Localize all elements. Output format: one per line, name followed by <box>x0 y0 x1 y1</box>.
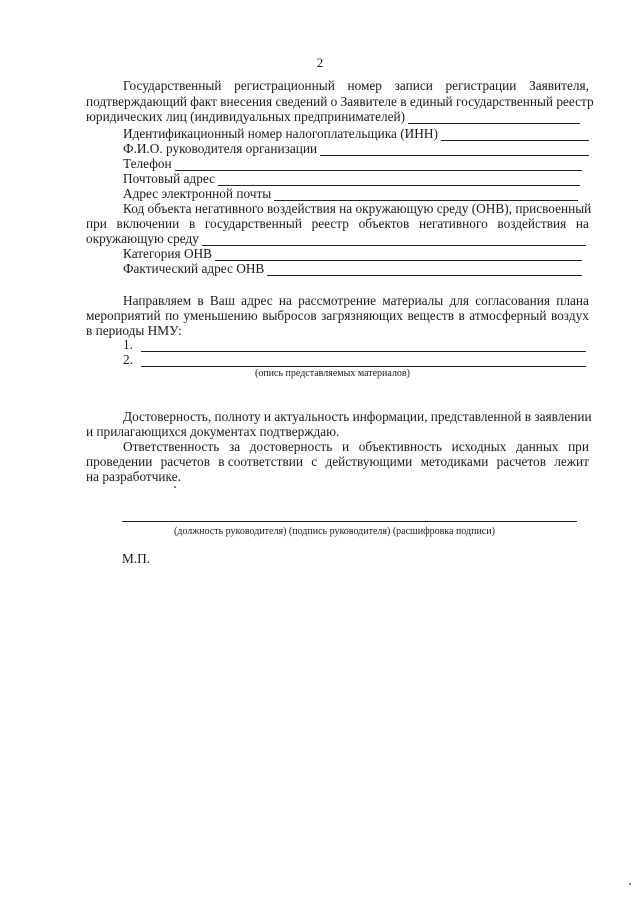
responsibility-word: проведении <box>86 454 153 469</box>
request-word: плана <box>556 293 589 308</box>
inn-label: Идентификационный номер налогоплательщика (ИНН) <box>123 126 438 141</box>
onv-code-word: объектов <box>358 216 410 231</box>
request-word: уменьшению <box>183 308 258 323</box>
request-word: в <box>458 308 465 323</box>
request-word: материалы <box>382 293 444 308</box>
responsibility-word: достоверность <box>249 439 333 454</box>
phone-label: Телефон <box>123 156 172 171</box>
request-word: для <box>449 293 469 308</box>
request-word: выбросов <box>262 308 317 323</box>
onv-category-label: Категория ОНВ <box>123 246 213 261</box>
director-label: Ф.И.О. руководителя организации <box>123 141 318 156</box>
onv-address-field <box>123 261 582 276</box>
responsibility-line-2 <box>86 454 589 469</box>
scan-speck-corner <box>629 883 631 885</box>
page-number: 2 <box>316 55 324 70</box>
postal-field <box>123 171 580 186</box>
onv-category-blank <box>215 248 582 261</box>
director-field <box>123 141 589 156</box>
material-item-1-blank <box>141 339 586 352</box>
signature-line <box>122 521 577 522</box>
request-word: мероприятий <box>86 308 161 323</box>
inn-field <box>123 126 589 141</box>
onv-code-line-2 <box>86 216 589 231</box>
registration-word: номер <box>347 78 382 93</box>
responsibility-word: Ответственность <box>123 439 220 454</box>
onv-category-field <box>123 246 582 261</box>
onv-code-word: в <box>188 216 196 231</box>
onv-code-word: при <box>86 216 107 231</box>
request-word: по <box>165 308 179 323</box>
request-line-1 <box>123 293 589 308</box>
email-blank <box>274 188 578 201</box>
request-line-3: в периоды НМУ: <box>86 323 182 338</box>
request-word: веществ <box>407 308 455 323</box>
responsibility-word: за <box>228 439 241 454</box>
email-field <box>123 186 578 201</box>
request-word: загрязняющих <box>321 308 403 323</box>
registration-word: Заявителя, <box>529 78 589 93</box>
responsibility-word: и <box>341 439 350 454</box>
responsibility-word: лежит <box>554 454 589 469</box>
registration-word: регистрации <box>445 78 517 93</box>
responsibility-word: данных <box>515 439 559 454</box>
responsibility-word: исходных <box>451 439 507 454</box>
phone-blank <box>175 158 582 171</box>
postal-blank <box>218 173 580 186</box>
onv-code-word: негативного <box>418 216 488 231</box>
registration-word: регистрационный <box>234 78 335 93</box>
material-item-2-number: 2. <box>123 352 133 367</box>
request-word: в <box>197 293 204 308</box>
onv-code-blank <box>202 233 586 246</box>
request-line-2 <box>86 308 589 323</box>
onv-code-word: реестр <box>311 216 349 231</box>
seal-label: М.П. <box>122 551 151 566</box>
responsibility-word: расчетов <box>496 454 546 469</box>
onv-address-blank <box>267 263 582 276</box>
registration-line-2: подтверждающий факт внесения сведений о Заявителе в единый государственный реестр <box>86 94 594 109</box>
registration-word: записи <box>394 78 433 93</box>
material-item-1-number: 1. <box>123 337 133 352</box>
onv-address-label: Фактический адрес ОНВ <box>123 261 265 276</box>
registration-line-3: юридических лиц (индивидуальных предпринимателей) <box>86 109 406 124</box>
request-word: Направляем <box>123 293 192 308</box>
onv-code-word: воздействия <box>497 216 567 231</box>
onv-code-word: на <box>575 216 589 231</box>
onv-code-field <box>86 231 586 246</box>
postal-label: Почтовый адрес <box>123 171 215 186</box>
director-blank <box>320 143 589 156</box>
material-item-2 <box>123 352 586 367</box>
registration-number-field <box>86 109 580 124</box>
responsibility-word: в соответствии <box>218 454 304 469</box>
responsibility-word: объективность <box>358 439 442 454</box>
responsibility-word: методиками <box>420 454 489 469</box>
registration-word: Государственный <box>123 78 222 93</box>
responsibility-line-1 <box>123 439 589 454</box>
request-word: на <box>278 293 292 308</box>
onv-code-word: включении <box>116 216 180 231</box>
request-word: воздух <box>550 308 589 323</box>
onv-code-line-3: окружающую среду <box>86 231 199 246</box>
confirm-line-1: Достоверность, полноту и актуальность информации, представленной в заявлении <box>123 409 592 424</box>
registration-line-1 <box>123 78 589 93</box>
email-label: Адрес электронной почты <box>123 186 272 201</box>
inn-blank <box>441 128 589 141</box>
request-word: рассмотрение <box>298 293 377 308</box>
scan-speck <box>174 486 176 488</box>
phone-field <box>123 156 582 171</box>
confirm-line-2: и прилагающихся документах подтверждаю. <box>86 424 340 439</box>
materials-caption: (опись представляемых материалов) <box>255 368 410 379</box>
responsibility-word: при <box>568 439 589 454</box>
onv-code-line-1: Код объекта негативного воздействия на окружающую среду (ОНВ), присвоенный <box>123 201 592 216</box>
request-word: адрес <box>241 293 273 308</box>
request-word: атмосферный <box>469 308 547 323</box>
responsibility-word: с <box>311 454 318 469</box>
signature-caption: (должность руководителя) (подпись руководителя) (расшифровка подписи) <box>174 526 495 537</box>
responsibility-line-3: на разработчике. <box>86 469 181 484</box>
responsibility-word: расчетов <box>160 454 210 469</box>
material-item-2-blank <box>141 354 586 367</box>
registration-number-blank <box>408 111 580 124</box>
request-word: Ваш <box>209 293 235 308</box>
request-word: согласования <box>475 293 550 308</box>
onv-code-word: государственный <box>204 216 302 231</box>
material-item-1 <box>123 337 586 352</box>
responsibility-word: действующими <box>325 454 413 469</box>
